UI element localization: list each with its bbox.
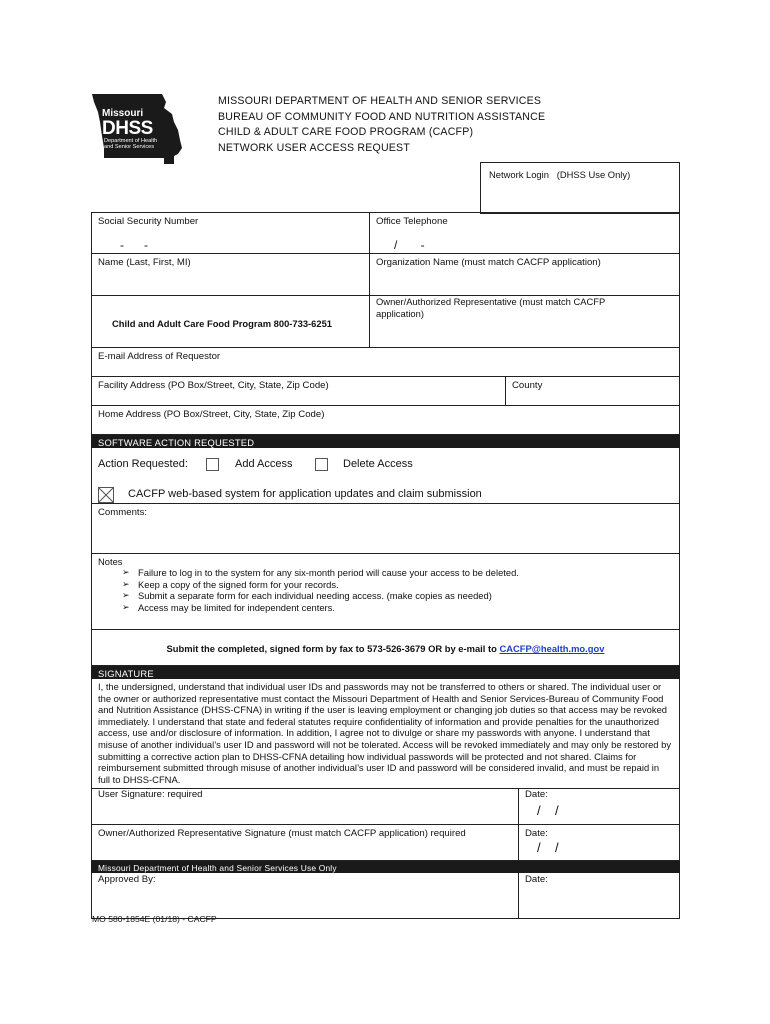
delete-access-label: Delete Access <box>343 458 413 470</box>
row-name-org <box>91 254 680 296</box>
home-address-field[interactable] <box>91 406 680 435</box>
approved-date-field[interactable] <box>518 873 679 918</box>
note-item: ➢ Failure to log in to the system for any six-month period will cause your access to be deleted. <box>122 567 519 578</box>
owner-signature-date-label: Date: <box>525 828 548 839</box>
facility-address-field[interactable] <box>92 377 505 405</box>
owner-label: Owner/Authorized Representative (must match CACFP application) <box>376 296 606 319</box>
row-approved-by <box>91 873 680 919</box>
user-signature-date-field[interactable] <box>518 789 679 824</box>
network-login-label: Network Login (DHSS Use Only) <box>489 169 631 180</box>
approved-by-field[interactable] <box>92 873 518 918</box>
owner-field[interactable] <box>369 296 679 347</box>
header-line-4: NETWORK USER ACCESS REQUEST <box>218 141 410 154</box>
comments-field[interactable] <box>91 504 680 554</box>
program-text: Child and Adult Care Food Program 800-733-6251 <box>112 318 333 329</box>
county-label: County <box>512 380 543 391</box>
approved-by-label: Approved By: <box>98 874 156 885</box>
org-name-label: Organization Name (must match CACFP application) <box>376 257 601 268</box>
arrow-bullet-icon: ➢ <box>122 578 130 589</box>
org-name-field[interactable] <box>369 254 679 295</box>
add-access-checkbox[interactable] <box>206 458 219 471</box>
note-item: ➢ Submit a separate form for each individual needing access. (make copies as needed) <box>122 590 492 601</box>
row-user-signature <box>91 789 680 825</box>
signature-section-header: SIGNATURE <box>91 666 680 679</box>
signature-statement-text: I, the undersigned, understand that individual user IDs and passwords may not be transferred to others or shared. The individual user or the owner or authorized representative must contact the Missouri Department of Health and Senior Services-Bureau of Community Food and Nutrition Assistance (DHSS-CFNA) in writing if the user is leaving employment or changing job duties so that access may be revoked immediately. I understand that state and federal statutes require confidentiality of information and provide penalties for the unauthorized access, use and/or disclosure of information. In addition, I agree not to divulge or share my passwords with anyone. I understand that misuse of another individual’s user ID and password will not be tolerated. Access will be revoked immediately and may only be restored by submitting a corrective action plan to DHSS-CFNA detailing how individual passwords will be protected and not shared. Claims for reimbursement submitted through misuse of another individual’s user ID and password will be considered invalid, and must be repaid in full to DHSS-CFNA. <box>98 681 672 785</box>
software-actions <box>91 448 680 504</box>
submit-text-line <box>92 643 679 654</box>
submit-instructions <box>91 630 680 666</box>
logo-agency-abbr: DHSS <box>102 118 153 139</box>
arrow-bullet-icon: ➢ <box>122 601 130 612</box>
header-line-3: CHILD & ADULT CARE FOOD PROGRAM (CACFP) <box>218 126 474 138</box>
notes-title: Notes <box>98 556 123 567</box>
notes-list <box>92 567 679 613</box>
dhss-use-section-header: Missouri Department of Health and Senior Services Use Only <box>91 861 680 873</box>
network-login-box[interactable] <box>480 162 680 214</box>
program-cell <box>92 296 369 347</box>
header-line-1: MISSOURI DEPARTMENT OF HEALTH AND SENIOR SERVICES <box>218 95 542 107</box>
note-item: ➢ Keep a copy of the signed form for your records. <box>122 578 339 590</box>
form-header <box>218 94 545 156</box>
software-section-header: SOFTWARE ACTION REQUESTED <box>91 435 680 448</box>
row-facility-county <box>91 377 680 406</box>
owner-signature-date-value: / / <box>537 840 559 855</box>
logo-state-name: Missouri <box>102 108 144 119</box>
form-number: MO 580-1854E (01/18) - CACFP <box>92 914 217 924</box>
home-address-label: Home Address (PO Box/Street, City, State, Zip Code) <box>98 409 325 420</box>
office-phone-field[interactable] <box>369 213 679 253</box>
dhss-logo <box>90 92 186 166</box>
office-phone-value: / - <box>394 238 425 252</box>
email-label: E-mail Address of Requestor <box>98 351 221 362</box>
name-label: Name (Last, First, MI) <box>98 257 191 268</box>
cacfp-system-label: CACFP web-based system for application updates and claim submission <box>128 488 482 500</box>
request-form <box>91 212 680 919</box>
user-signature-date-label: Date: <box>525 789 548 800</box>
name-field[interactable] <box>92 254 369 295</box>
arrow-bullet-icon: ➢ <box>122 590 130 600</box>
delete-access-checkbox[interactable] <box>315 458 328 471</box>
submit-email-link[interactable]: CACFP@health.mo.gov <box>499 643 605 654</box>
add-access-label: Add Access <box>235 458 293 470</box>
county-field[interactable] <box>505 377 679 405</box>
user-signature-date-value: / / <box>537 803 559 818</box>
ssn-value: - - <box>120 238 148 252</box>
owner-signature-label: Owner/Authorized Representative Signature (must match CACFP application) required <box>98 828 466 839</box>
notes-section <box>91 554 680 630</box>
row-owner-signature <box>91 825 680 861</box>
cacfp-system-checkbox[interactable] <box>98 487 114 503</box>
ssn-field[interactable] <box>92 213 369 253</box>
user-signature-field[interactable] <box>92 789 518 824</box>
comments-label: Comments: <box>98 507 148 518</box>
header-line-2: BUREAU OF COMMUNITY FOOD AND NUTRITION ASSISTANCE <box>218 110 546 123</box>
arrow-bullet-icon: ➢ <box>122 567 130 577</box>
row-program-owner <box>91 296 680 348</box>
facility-address-label: Facility Address (PO Box/Street, City, State, Zip Code) <box>98 380 329 391</box>
signature-statement <box>91 679 680 789</box>
email-field[interactable] <box>91 348 680 377</box>
submit-text: Submit the completed, signed form by fax to 573-526-3679 OR by e-mail to <box>166 643 500 654</box>
row-ssn-phone <box>91 212 680 254</box>
checkmark-x-icon <box>99 488 113 502</box>
note-item: ➢ Access may be limited for independent centers. <box>122 601 335 613</box>
ssn-label: Social Security Number <box>98 216 199 227</box>
approved-date-label: Date: <box>525 874 548 885</box>
logo-agency-name: Department of Health and Senior Services <box>104 138 158 151</box>
office-phone-label: Office Telephone <box>376 216 448 227</box>
owner-signature-date-field[interactable] <box>518 825 679 860</box>
owner-signature-field[interactable] <box>92 825 518 860</box>
user-signature-label: User Signature: required <box>98 789 203 800</box>
action-requested-label: Action Requested: <box>98 458 188 470</box>
